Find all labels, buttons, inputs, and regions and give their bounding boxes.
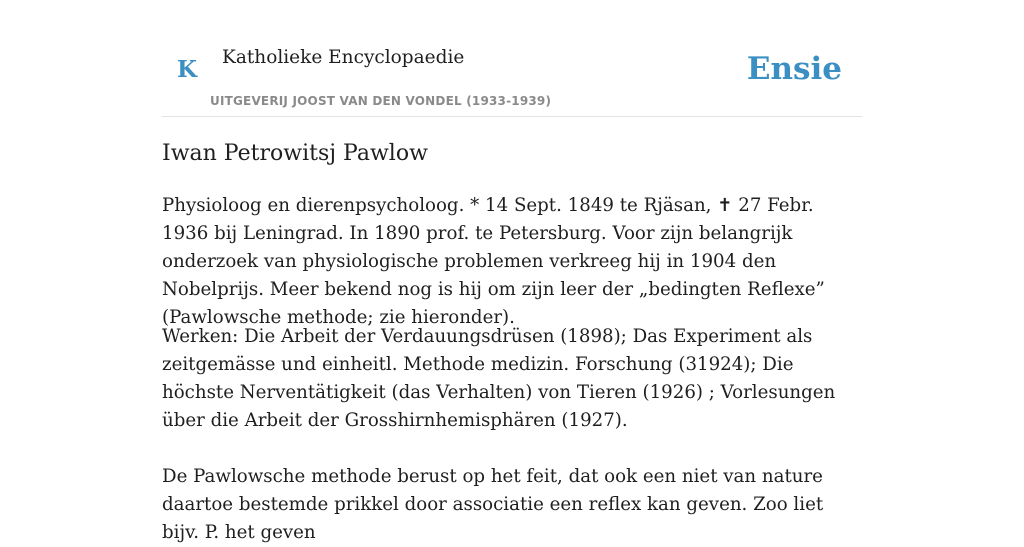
site-title-link[interactable]: Katholieke Encyclopaedie [222,47,465,68]
article-paragraph-intro: Physioloog en dierenpsycholoog. * 14 Sept. 1849 te Rjäsan, ✝ 27 Febr. 1936 bij Leningrad. In 1890 prof. te Petersburg. Voor zijn belangrijk onderzoek van physiologische problemen verkreeg hij in 1904 den Nobelprijs. Meer bekend nog is hij om zijn leer der „bedingten Reflexe” (Pawlowsche methode; zie hieronder). [162,195,825,328]
site-logo[interactable]: K [177,56,197,83]
ensie-brand-link[interactable]: Ensie [746,51,842,87]
page-container [162,0,862,543]
article-title: Iwan Petrowitsj Pawlow [162,141,428,166]
article-paragraph-method: De Pawlowsche methode berust op het feit, dat ook een niet van nature daartoe bestemde prikkel door associatie een reflex kan geven. Zoo liet bijv. P. het geven [162,466,824,543]
site-header [162,0,862,117]
article-paragraph-works: Werken: Die Arbeit der Verdauungsdrüsen (1898); Das Experiment als zeitgemässe und einheitl. Methode medizin. Forschung (31924); Die höchste Nerventätigkeit (das Verhalten) von Tieren (1926) ; Vorlesungen über die Arbeit der Grosshirnhemisphären (1927). [162,326,836,431]
publisher-subtitle: UITGEVERIJ JOOST VAN DEN VONDEL (1933-1939) [210,94,552,108]
